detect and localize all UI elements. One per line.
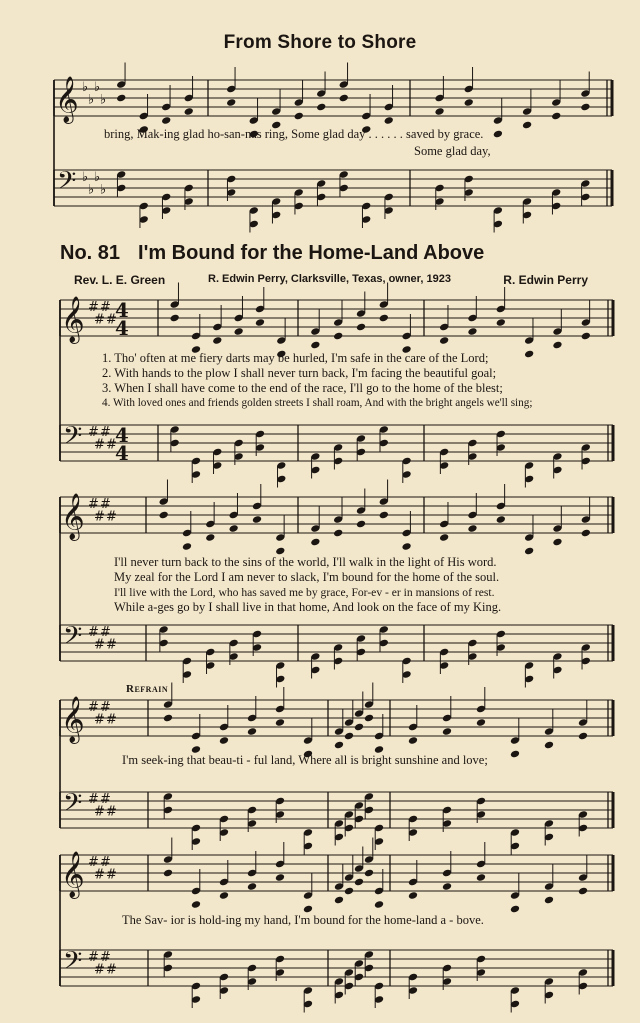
note-head-lower [493, 130, 503, 139]
key-flat-icon: ♭ [88, 92, 95, 108]
note-head-lower [364, 714, 374, 723]
note-head-lower [364, 869, 374, 878]
note-head-lower [163, 714, 173, 723]
note-head-lower [510, 750, 520, 759]
note-head-lower [379, 511, 389, 520]
note-head-lower [544, 896, 554, 905]
key-sharp-icon: # [100, 854, 111, 870]
key-flat-icon: ♭ [100, 182, 107, 198]
key-sharp-icon: # [94, 312, 105, 328]
verse-line: 1. Tho' often at me fiery darts may be hurled, I'm safe in the care of the Lord; [102, 351, 489, 365]
hymn-header [60, 242, 600, 265]
note-head-lower [551, 112, 561, 121]
note-head-lower [334, 741, 344, 750]
key-sharp-icon: # [88, 424, 99, 440]
note-head-lower [510, 905, 520, 914]
time-signature-bottom: 4 [115, 316, 129, 340]
hymn-title: I'm Bound for the Home-Land Above [138, 242, 485, 264]
lyricist: Rev. L. E. Green [74, 273, 166, 287]
note-head-lower [163, 869, 173, 878]
key-flat-icon: ♭ [94, 79, 101, 95]
note-head-lower [522, 121, 532, 130]
time-signature-top: 4 [115, 423, 129, 447]
key-sharp-icon: # [88, 699, 99, 715]
key-flat-icon: ♭ [88, 182, 95, 198]
note-head-lower [226, 98, 236, 107]
treble-clef-icon: 𝄞 [55, 76, 79, 123]
note-head-lower [316, 103, 326, 112]
key-sharp-icon: # [88, 624, 99, 640]
note-head-lower [442, 727, 452, 736]
note-head-lower [496, 318, 506, 327]
note-head-lower [212, 336, 222, 345]
note-head-lower [552, 341, 562, 350]
note-head-lower [354, 723, 364, 732]
note-head-lower [275, 873, 285, 882]
note-head-lower [439, 336, 449, 345]
key-sharp-icon: # [106, 637, 117, 653]
key-sharp-icon: # [88, 949, 99, 965]
note-head-lower [159, 511, 169, 520]
note-head-lower [580, 103, 590, 112]
note-head-lower [439, 533, 449, 542]
key-sharp-icon: # [106, 509, 117, 525]
note-head-lower [467, 327, 477, 336]
key-sharp-icon: # [94, 962, 105, 978]
treble-clef-icon: 𝄞 [61, 296, 85, 343]
key-flat-icon: ♭ [82, 169, 89, 185]
hymn-number: No. 81 [60, 242, 121, 264]
key-sharp-icon: # [88, 854, 99, 870]
verse-line: My zeal for the Lord I am never to slack, I'm bound for the home of the soul. [114, 570, 500, 584]
verses-part-1 [102, 351, 532, 411]
note-head-lower [408, 891, 418, 900]
verse-line: 4. With loved ones and friends golden streets I shall roam, And with the bright angels we'll sing; [102, 397, 533, 409]
time-signature-bottom: 4 [115, 441, 129, 465]
key-sharp-icon: # [106, 712, 117, 728]
note-head-lower [234, 327, 244, 336]
note-head-lower [333, 332, 343, 341]
verse-line: 2. With hands to the plow I shall never turn back, I'm facing the beautiful goal; [102, 366, 497, 380]
key-sharp-icon: # [106, 962, 117, 978]
note-head-lower [578, 732, 588, 741]
note-head-lower [247, 727, 257, 736]
treble-clef-icon: 𝄞 [61, 493, 85, 540]
key-sharp-icon: # [106, 867, 117, 883]
key-sharp-icon: # [94, 867, 105, 883]
note-head-lower [219, 736, 229, 745]
note-head-lower [229, 524, 239, 533]
note-head-lower [401, 542, 411, 551]
key-sharp-icon: # [100, 496, 111, 512]
key-sharp-icon: # [106, 312, 117, 328]
note-head-lower [379, 314, 389, 323]
key-flat-icon: ♭ [94, 169, 101, 185]
key-sharp-icon: # [94, 637, 105, 653]
note-head-lower [205, 533, 215, 542]
note-head-lower [578, 887, 588, 896]
treble-clef-icon: 𝄞 [61, 696, 85, 743]
note-head-lower [356, 323, 366, 332]
refrain-lyric-line-2: The Sav- ior is hold-ing my hand, I'm bound for the home-land a - bove. [122, 913, 484, 927]
note-head-lower [219, 891, 229, 900]
note-head-lower [374, 900, 384, 909]
key-sharp-icon: # [94, 437, 105, 453]
note-head-lower [255, 318, 265, 327]
note-head-lower [344, 732, 354, 741]
key-sharp-icon: # [94, 804, 105, 820]
note-head-lower [434, 107, 444, 116]
note-head-lower [408, 736, 418, 745]
key-sharp-icon: # [100, 424, 111, 440]
note-head-lower [339, 94, 349, 103]
note-head-lower [182, 542, 192, 551]
note-head-lower [356, 520, 366, 529]
composer: R. Edwin Perry [503, 273, 588, 287]
key-flat-icon: ♭ [100, 92, 107, 108]
note-head-lower [552, 538, 562, 547]
note-head-lower [354, 878, 364, 887]
key-sharp-icon: # [106, 437, 117, 453]
note-head-lower [116, 94, 126, 103]
bass-clef-icon: 𝄢 [63, 946, 83, 982]
verse-line: While a-ges go by I shall live in that home, And look on the face of my King. [114, 600, 502, 614]
note-head-lower [275, 718, 285, 727]
note-head-lower [384, 116, 394, 125]
key-sharp-icon: # [106, 804, 117, 820]
treble-clef-icon: 𝄞 [61, 851, 85, 898]
note-head-lower [442, 882, 452, 891]
bass-clef-icon: 𝄢 [63, 788, 83, 824]
bass-clef-icon: 𝄢 [63, 421, 83, 457]
note-head-lower [581, 332, 591, 341]
key-sharp-icon: # [100, 791, 111, 807]
key-sharp-icon: # [88, 791, 99, 807]
note-head-lower [191, 900, 201, 909]
note-head-lower [476, 873, 486, 882]
key-sharp-icon: # [100, 699, 111, 715]
key-sharp-icon: # [100, 299, 111, 315]
note-head-lower [344, 887, 354, 896]
note-head-lower [476, 718, 486, 727]
key-sharp-icon: # [94, 712, 105, 728]
top-lyric-line-alt: Some glad day, [414, 144, 491, 158]
note-head-lower [310, 341, 320, 350]
bass-clef-icon: 𝄢 [63, 621, 83, 657]
note-head-lower [464, 98, 474, 107]
verse-line: 3. When I shall have come to the end of the race, I'll go to the home of the blest; [102, 381, 503, 395]
key-sharp-icon: # [100, 949, 111, 965]
note-head-lower [184, 107, 194, 116]
verse-line: I'll never turn back to the sins of the world, I'll walk in the light of His word. [114, 555, 497, 569]
note-head-lower [170, 314, 180, 323]
time-signature-top: 4 [115, 298, 129, 322]
note-head-lower [524, 547, 534, 556]
key-sharp-icon: # [100, 624, 111, 640]
note-head-lower [544, 741, 554, 750]
key-sharp-icon: # [88, 299, 99, 315]
verses-part-2 [114, 555, 501, 615]
top-lyric-line: bring, Mak-ing glad ho-san-nas ring, Some glad day . . . . . . saved by grace. [104, 127, 484, 141]
refrain-label: Refrain [126, 683, 169, 695]
refrain-lyric-line-1: I'm seek-ing that beau-ti - ful land, Where all is bright sunshine and love; [122, 753, 488, 767]
verse-line: I'll live with the Lord, who has saved me by grace, For-ev - er in mansions of rest. [114, 586, 495, 599]
note-head-lower [496, 515, 506, 524]
key-flat-icon: ♭ [82, 79, 89, 95]
note-head-lower [581, 529, 591, 538]
note-head-lower [294, 112, 304, 121]
note-head-lower [333, 529, 343, 538]
note-head-lower [161, 116, 171, 125]
note-head-lower [252, 515, 262, 524]
bass-clef-icon: 𝄢 [57, 166, 77, 202]
top-piece-title: From Shore to Shore [223, 32, 417, 53]
key-sharp-icon: # [88, 496, 99, 512]
key-sharp-icon: # [94, 509, 105, 525]
note-head-lower [334, 896, 344, 905]
copyright-notice: R. Edwin Perry, Clarksville, Texas, owner, 1923 [208, 273, 451, 285]
note-head-lower [247, 882, 257, 891]
note-head-lower [310, 538, 320, 547]
note-head-lower [467, 524, 477, 533]
